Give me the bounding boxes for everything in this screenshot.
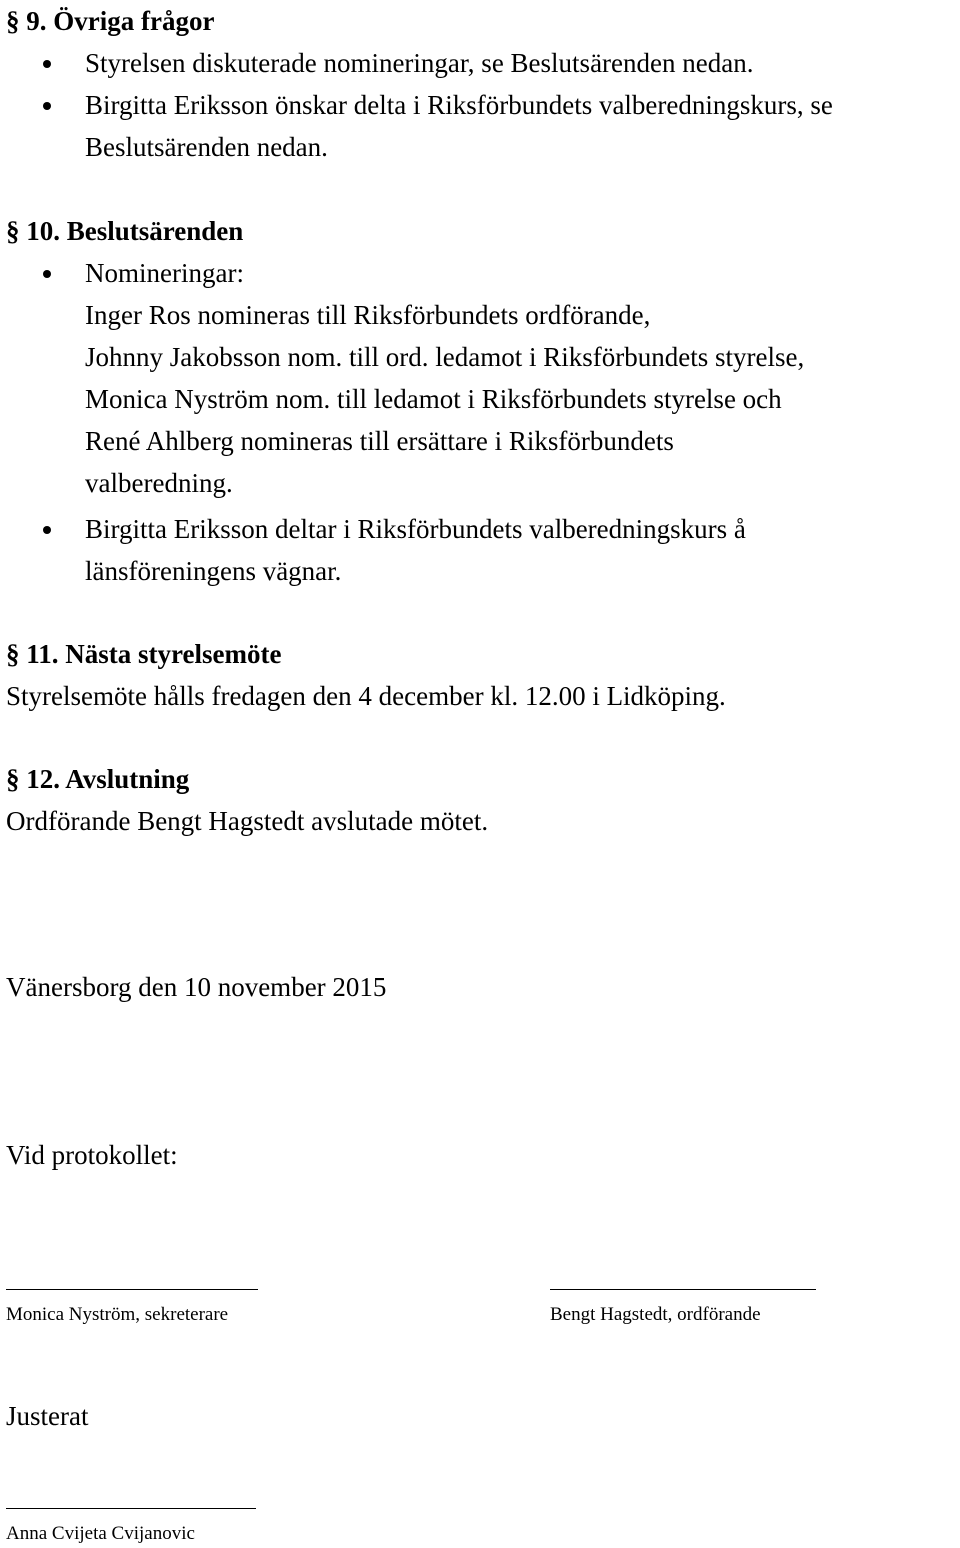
section-10-item-1-line-2: Inger Ros nomineras till Riksförbundets ordförande, — [85, 300, 651, 330]
section-9-item-2-line-1: Birgitta Eriksson önskar delta i Riksförbundets valberedningskurs, se — [85, 90, 833, 120]
signatory-right: Bengt Hagstedt, ordförande — [550, 1304, 761, 1325]
section-11-heading: § 11. Nästa styrelsemöte — [6, 639, 282, 669]
section-9-item-2-line-2: Beslutsärenden nedan. — [85, 132, 328, 162]
section-12-heading: § 12. Avslutning — [6, 764, 190, 794]
protocol-label: Vid protokollet: — [6, 1140, 178, 1170]
bullet-dot — [43, 60, 51, 68]
section-10-item-2-line-2: länsföreningens vägnar. — [85, 556, 342, 586]
section-10-heading: § 10. Beslutsärenden — [6, 216, 244, 246]
adjusted-label: Justerat — [6, 1401, 89, 1431]
signature-line-adjuster — [6, 1508, 256, 1509]
section-12-body: Ordförande Bengt Hagstedt avslutade mötet. — [6, 806, 489, 836]
section-10-item-2-line-1: Birgitta Eriksson deltar i Riksförbundets valberedningskurs å — [85, 514, 746, 544]
bullet-dot — [43, 102, 51, 110]
section-11-body: Styrelsemöte hålls fredagen den 4 december kl. 12.00 i Lidköping. — [6, 681, 726, 711]
section-10-item-1-line-4: Monica Nyström nom. till ledamot i Riksförbundets styrelse och — [85, 384, 782, 414]
bullet-dot — [43, 526, 51, 534]
section-9-item-1: Styrelsen diskuterade nomineringar, se Beslutsärenden nedan. — [85, 48, 754, 78]
section-10-item-1-line-1: Nomineringar: — [85, 258, 244, 288]
section-10-item-1-line-5: René Ahlberg nomineras till ersättare i Riksförbundets — [85, 426, 674, 456]
section-9-heading: § 9. Övriga frågor — [6, 6, 215, 36]
place-date: Vänersborg den 10 november 2015 — [6, 972, 387, 1002]
adjuster-name: Anna Cvijeta Cvijanovic — [6, 1523, 195, 1544]
signature-line-right — [550, 1289, 816, 1290]
signature-line-left — [6, 1289, 258, 1290]
section-10-item-1-line-6: valberedning. — [85, 468, 233, 498]
bullet-dot — [43, 270, 51, 278]
section-10-item-1-line-3: Johnny Jakobsson nom. till ord. ledamot i Riksförbundets styrelse, — [85, 342, 805, 372]
signatory-left: Monica Nyström, sekreterare — [6, 1304, 229, 1325]
